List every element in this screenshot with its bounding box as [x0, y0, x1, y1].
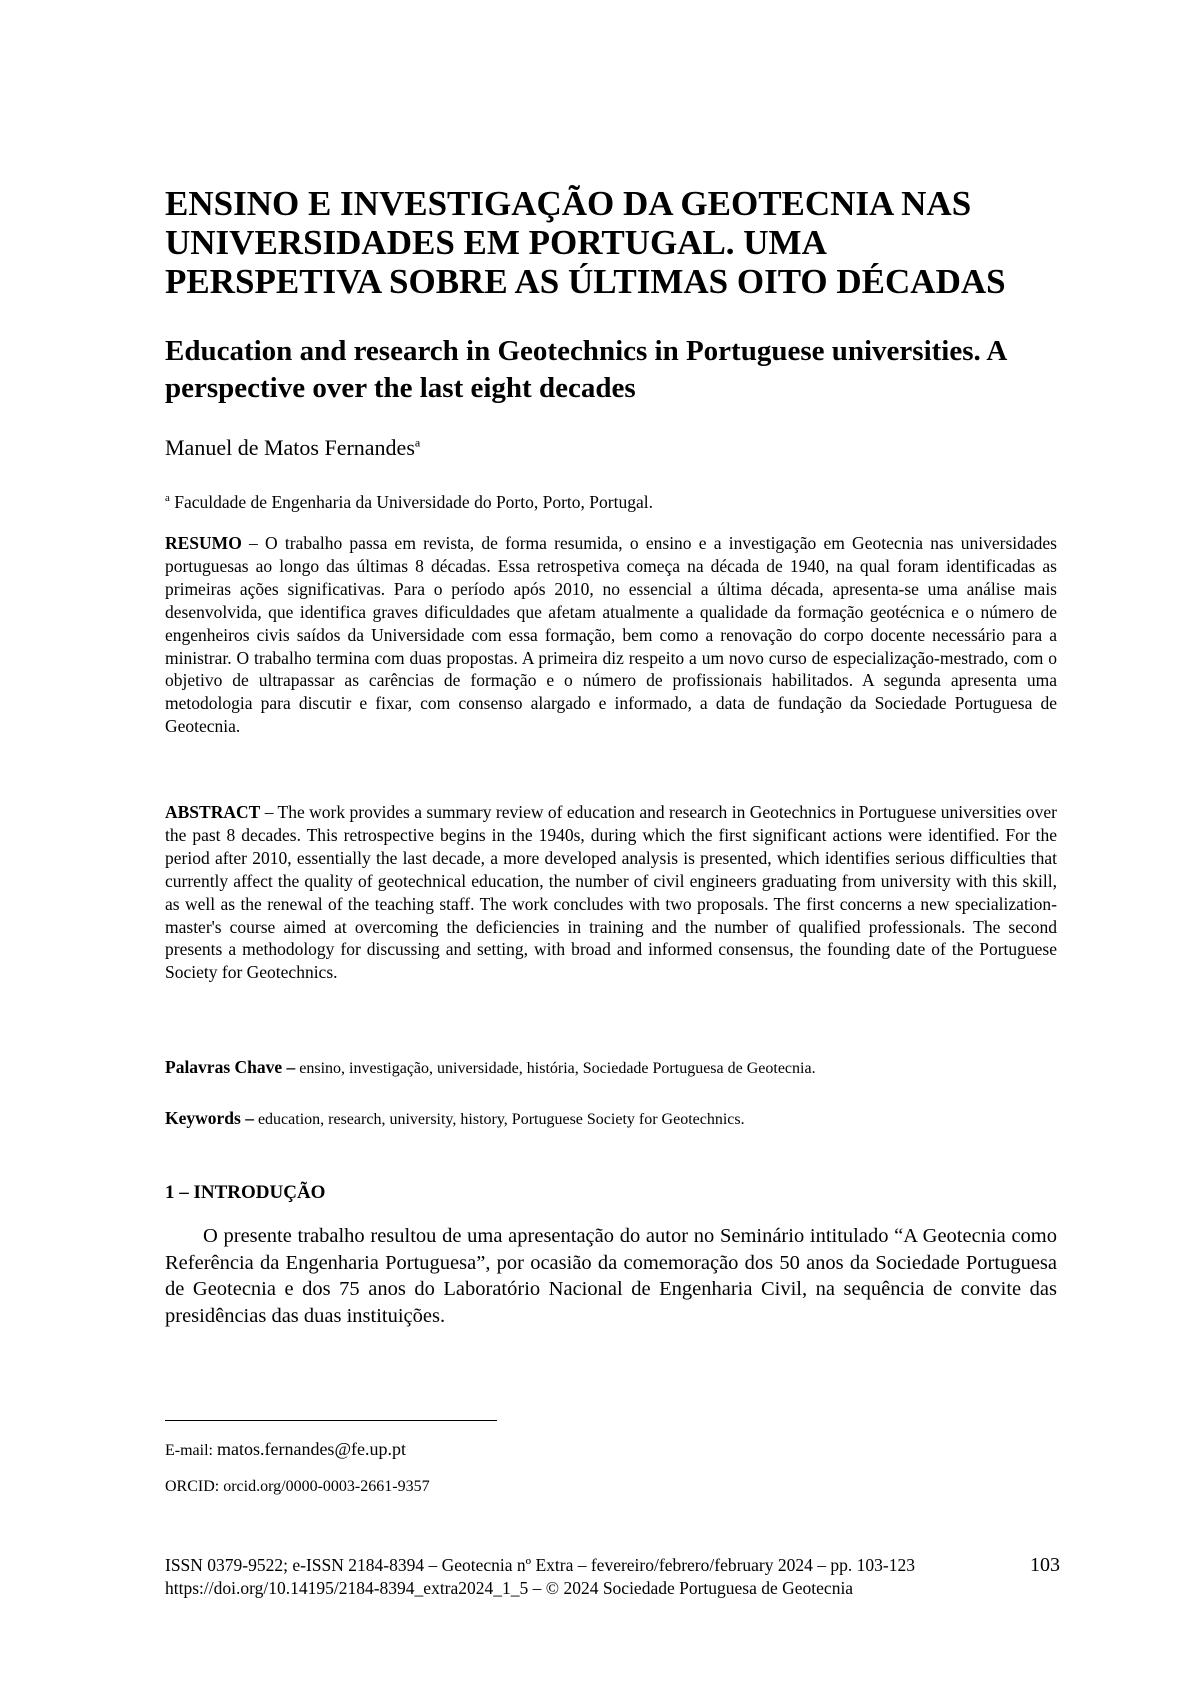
abstract-paragraph: [165, 801, 1057, 984]
footnote-orcid[interactable]: ORCID: orcid.org/0000-0003-2661-9357: [165, 1478, 430, 1495]
page-number: 103: [1030, 1554, 1060, 1576]
affiliation-text: Faculdade de Engenharia da Universidade do Porto, Porto, Portugal.: [174, 492, 653, 512]
author-line: [165, 434, 420, 462]
affiliation-mark: a: [165, 492, 170, 505]
resumo-label: RESUMO: [165, 533, 242, 553]
intro-paragraph: O presente trabalho resultou de uma apresentação do autor no Seminário intitulado “A Geotecnia como Referência da Engenharia Portuguesa”, por ocasião da comemoração dos 50 anos da Sociedade Portuguesa de Geotecnia e dos 75 anos do Laboratório Nacional de Engenharia Civil, na sequência de convite das presidências das duas instituições.: [165, 1225, 1057, 1327]
abstract-text: – The work provides a summary review of education and research in Geotechnics in Portuguese universities over the past 8 decades. This retrospective begins in the 1940s, during which the first significant actions were identified. For the period after 2010, essentially the last decade, a more developed analysis is presented, which identifies serious difficulties that currently affect the quality of geotechnical education, the number of civil engineers graduating from university with this skill, as well as the renewal of the teaching staff. The work concludes with two proposals. The first concerns a new specialization-master's course aimed at overcoming the deficiencies in training and the number of qualified professionals. The second presents a methodology for discussing and setting, with broad and informed consensus, the founding date of the Portuguese Society for Geotechnics.: [165, 802, 1057, 983]
section-heading-introducao: 1 – INTRODUÇÃO: [165, 1182, 326, 1203]
page-footer: [165, 1554, 995, 1600]
palavras-chave-text: ensino, investigação, universidade, história, Sociedade Portuguesa de Geotecnia.: [295, 1060, 816, 1077]
footnote-email: [165, 1437, 406, 1463]
palavras-chave-line: [165, 1056, 816, 1080]
author-name: Manuel de Matos Fernandes: [165, 435, 415, 460]
palavras-chave-label: Palavras Chave –: [165, 1057, 296, 1077]
footer-issn-line: ISSN 0379-9522; e-ISSN 2184-8394 – Geotecnia nº Extra – fevereiro/febrero/february 2024 – pp. 103-123: [165, 1555, 915, 1575]
footer-doi-line[interactable]: https://doi.org/10.14195/2184-8394_extra2024_1_5 – © 2024 Sociedade Portuguesa de Geotecnia: [165, 1578, 854, 1598]
affiliation-line: [165, 491, 653, 513]
abstract-label: ABSTRACT: [165, 802, 261, 822]
keywords-line: [165, 1107, 745, 1131]
paper-subtitle: Education and research in Geotechnics in Portuguese universities. A perspective over the last eight decades: [165, 335, 1006, 404]
email-label: E-mail:: [165, 1442, 217, 1459]
paper-title: ENSINO E INVESTIGAÇÃO DA GEOTECNIA NAS UNIVERSIDADES EM PORTUGAL. UMA PERSPETIVA SOBRE AS ÚLTIMAS OITO DÉCADAS: [165, 184, 1006, 301]
footnote-divider: [165, 1420, 497, 1421]
email-link[interactable]: matos.fernandes@fe.up.pt: [216, 1439, 407, 1459]
keywords-text: education, research, university, history, Portuguese Society for Geotechnics.: [253, 1111, 745, 1128]
resumo-paragraph: [165, 532, 1057, 738]
keywords-label: Keywords –: [165, 1108, 254, 1128]
resumo-text: – O trabalho passa em revista, de forma resumida, o ensino e a investigação em Geotecnia nas universidades portuguesas ao longo das últimas 8 décadas. Essa retrospetiva começa na década de 1940, na qual foram identificadas as primeiras ações significativas. Para o período após 2010, no essencial a última década, apresenta-se uma análise mais desenvolvida, que identifica graves dificuldades que afetam atualmente a qualidade da formação geotécnica e o número de engenheiros civis saídos da Universidade com essa formação, bem como a renovação do corpo docente necessário para a ministrar. O trabalho termina com duas propostas. A primeira diz respeito a um novo curso de especialização-mestrado, com o objetivo de ultrapassar as carências de formação e o número de profissionais habilitados. A segunda apresenta uma metodologia para discutir e fixar, com consenso alargado e informado, a data de fundação da Sociedade Portuguesa de Geotecnia.: [165, 533, 1057, 737]
author-affiliation-mark: a: [414, 435, 421, 450]
